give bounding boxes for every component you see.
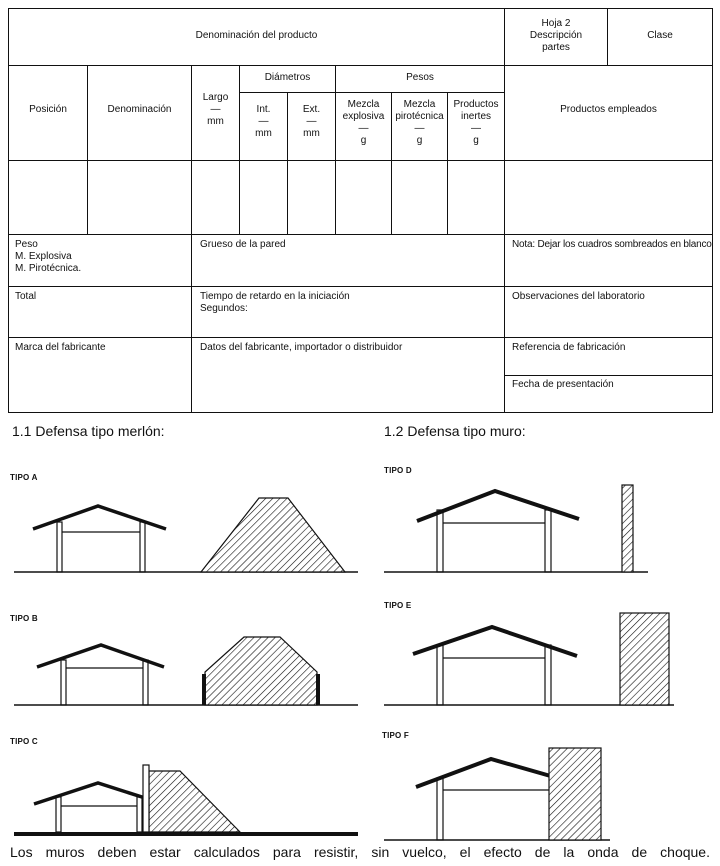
peso-label: Peso M. Explosiva M. Pirotécnica. bbox=[15, 239, 82, 274]
tipo-d-label: TIPO D bbox=[384, 466, 412, 475]
diagram-tipo-f bbox=[384, 748, 610, 840]
tipo-a-label: TIPO A bbox=[10, 473, 38, 482]
diagram-tipo-a bbox=[14, 498, 358, 572]
marca-label: Marca del fabricante bbox=[15, 342, 106, 353]
col-header-int: Int. — mm bbox=[255, 104, 272, 139]
product-name-label: Denominación del producto bbox=[195, 30, 318, 41]
col-header-largo: Largo — mm bbox=[202, 92, 229, 127]
tipo-c-label: TIPO C bbox=[10, 737, 38, 746]
heading-muro: 1.2 Defensa tipo muro: bbox=[384, 423, 526, 439]
diagram-tipo-e bbox=[384, 613, 674, 705]
nota-label: Nota: Dejar los cuadros sombreados en blanco bbox=[512, 239, 712, 250]
tipo-b-label: TIPO B bbox=[10, 614, 38, 623]
datos-label: Datos del fabricante, importador o distribuidor bbox=[200, 342, 403, 353]
diagram-tipo-b bbox=[14, 637, 358, 705]
col-header-mezcla-explosiva: Mezcla explosiva — g bbox=[342, 99, 385, 146]
col-header-posicion: Posición bbox=[29, 104, 67, 115]
col-header-productos-inertes: Productos inertes — g bbox=[453, 99, 499, 146]
col-header-mezcla-pirotecnica: Mezcla pirotécnica — g bbox=[395, 99, 444, 146]
fecha-label: Fecha de presentación bbox=[512, 379, 614, 390]
tipo-f-label: TIPO F bbox=[382, 731, 409, 740]
col-header-ext: Ext. — mm bbox=[302, 104, 321, 139]
footer-note: Los muros deben estar calculados para resistir, sin vuelco, el efecto de la onda de choque. bbox=[10, 844, 710, 860]
tipo-e-label: TIPO E bbox=[384, 601, 412, 610]
sheet-description: Hoja 2 Descripción partes bbox=[529, 18, 583, 53]
total-label: Total bbox=[15, 291, 37, 302]
col-header-pesos: Pesos bbox=[406, 72, 434, 83]
col-header-denominacion: Denominación bbox=[107, 104, 172, 115]
col-header-productos-empleados: Productos empleados bbox=[560, 104, 657, 115]
referencia-label: Referencia de fabricación bbox=[512, 342, 626, 353]
observaciones-label: Observaciones del laboratorio bbox=[512, 291, 645, 302]
tiempo-label: Tiempo de retardo en la iniciación Segundos: bbox=[200, 291, 350, 314]
class-label: Clase bbox=[647, 30, 673, 41]
diagram-tipo-c bbox=[14, 765, 358, 836]
heading-merlon: 1.1 Defensa tipo merlón: bbox=[12, 423, 165, 439]
grueso-label: Grueso de la pared bbox=[200, 239, 286, 250]
diagram-tipo-d bbox=[384, 485, 648, 572]
col-header-diametros: Diámetros bbox=[264, 72, 311, 83]
